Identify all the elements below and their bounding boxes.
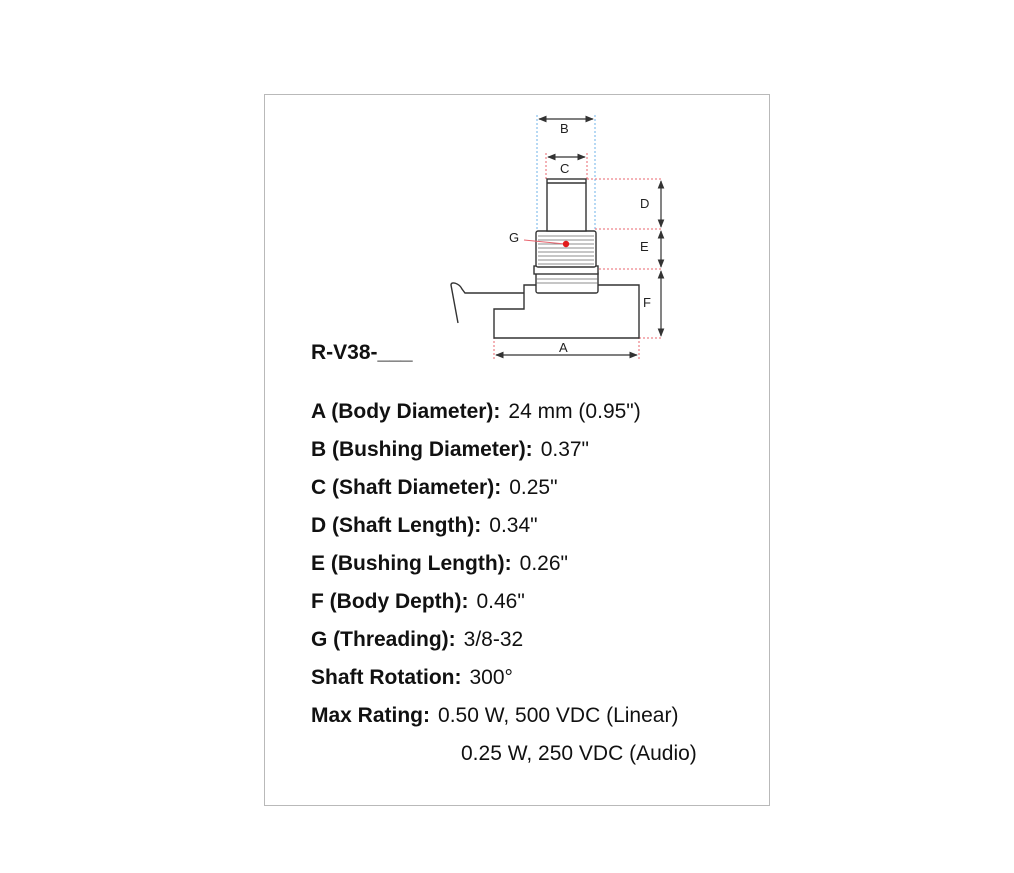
spec-row-max-rating-audio xyxy=(311,739,697,777)
dim-label-e: E xyxy=(640,239,649,254)
spec-value: 0.37" xyxy=(540,438,590,461)
potentiometer-dimension-diagram xyxy=(265,95,771,375)
spec-row-bushing-diameter xyxy=(311,435,697,473)
spec-label: C (Shaft Diameter): xyxy=(311,476,502,499)
spec-label: F (Body Depth): xyxy=(311,590,469,613)
spec-list xyxy=(311,397,697,777)
spec-row-max-rating xyxy=(311,701,697,739)
dim-label-a: A xyxy=(559,340,568,355)
potentiometer-outline xyxy=(451,179,639,338)
spec-value: 300° xyxy=(469,666,513,689)
spec-label: Max Rating: xyxy=(311,704,431,727)
spec-row-shaft-length xyxy=(311,511,697,549)
spec-row-shaft-rotation xyxy=(311,663,697,701)
spec-value: 24 mm (0.95") xyxy=(508,400,641,423)
spec-row-body-diameter xyxy=(311,397,697,435)
spec-value: 3/8-32 xyxy=(463,628,524,651)
dim-label-f: F xyxy=(643,295,651,310)
spec-value: 0.25" xyxy=(509,476,558,499)
spec-row-threading xyxy=(311,625,697,663)
dim-label-g: G xyxy=(509,230,520,245)
thread-point-marker xyxy=(563,241,569,247)
spec-row-bushing-length xyxy=(311,549,697,587)
spec-card xyxy=(264,94,770,806)
spec-row-body-depth xyxy=(311,587,697,625)
dim-label-c: C xyxy=(560,161,570,176)
dim-label-b: B xyxy=(560,121,569,136)
dim-label-d: D xyxy=(640,196,650,211)
spec-label: Shaft Rotation: xyxy=(311,666,462,689)
spec-label: E (Bushing Length): xyxy=(311,552,512,575)
spec-label: B (Bushing Diameter): xyxy=(311,438,533,461)
spec-value: 0.46" xyxy=(476,590,525,613)
part-number: R-V38-___ xyxy=(311,341,413,364)
spec-value: 0.50 W, 500 VDC (Linear) xyxy=(438,704,679,727)
spec-label: A (Body Diameter): xyxy=(311,400,501,423)
spec-label: D (Shaft Length): xyxy=(311,514,482,537)
spec-label: G (Threading): xyxy=(311,628,456,651)
spec-value: 0.25 W, 250 VDC (Audio) xyxy=(461,742,697,765)
spec-value: 0.26" xyxy=(519,552,568,575)
spec-value: 0.34" xyxy=(489,514,538,537)
spec-row-shaft-diameter xyxy=(311,473,697,511)
